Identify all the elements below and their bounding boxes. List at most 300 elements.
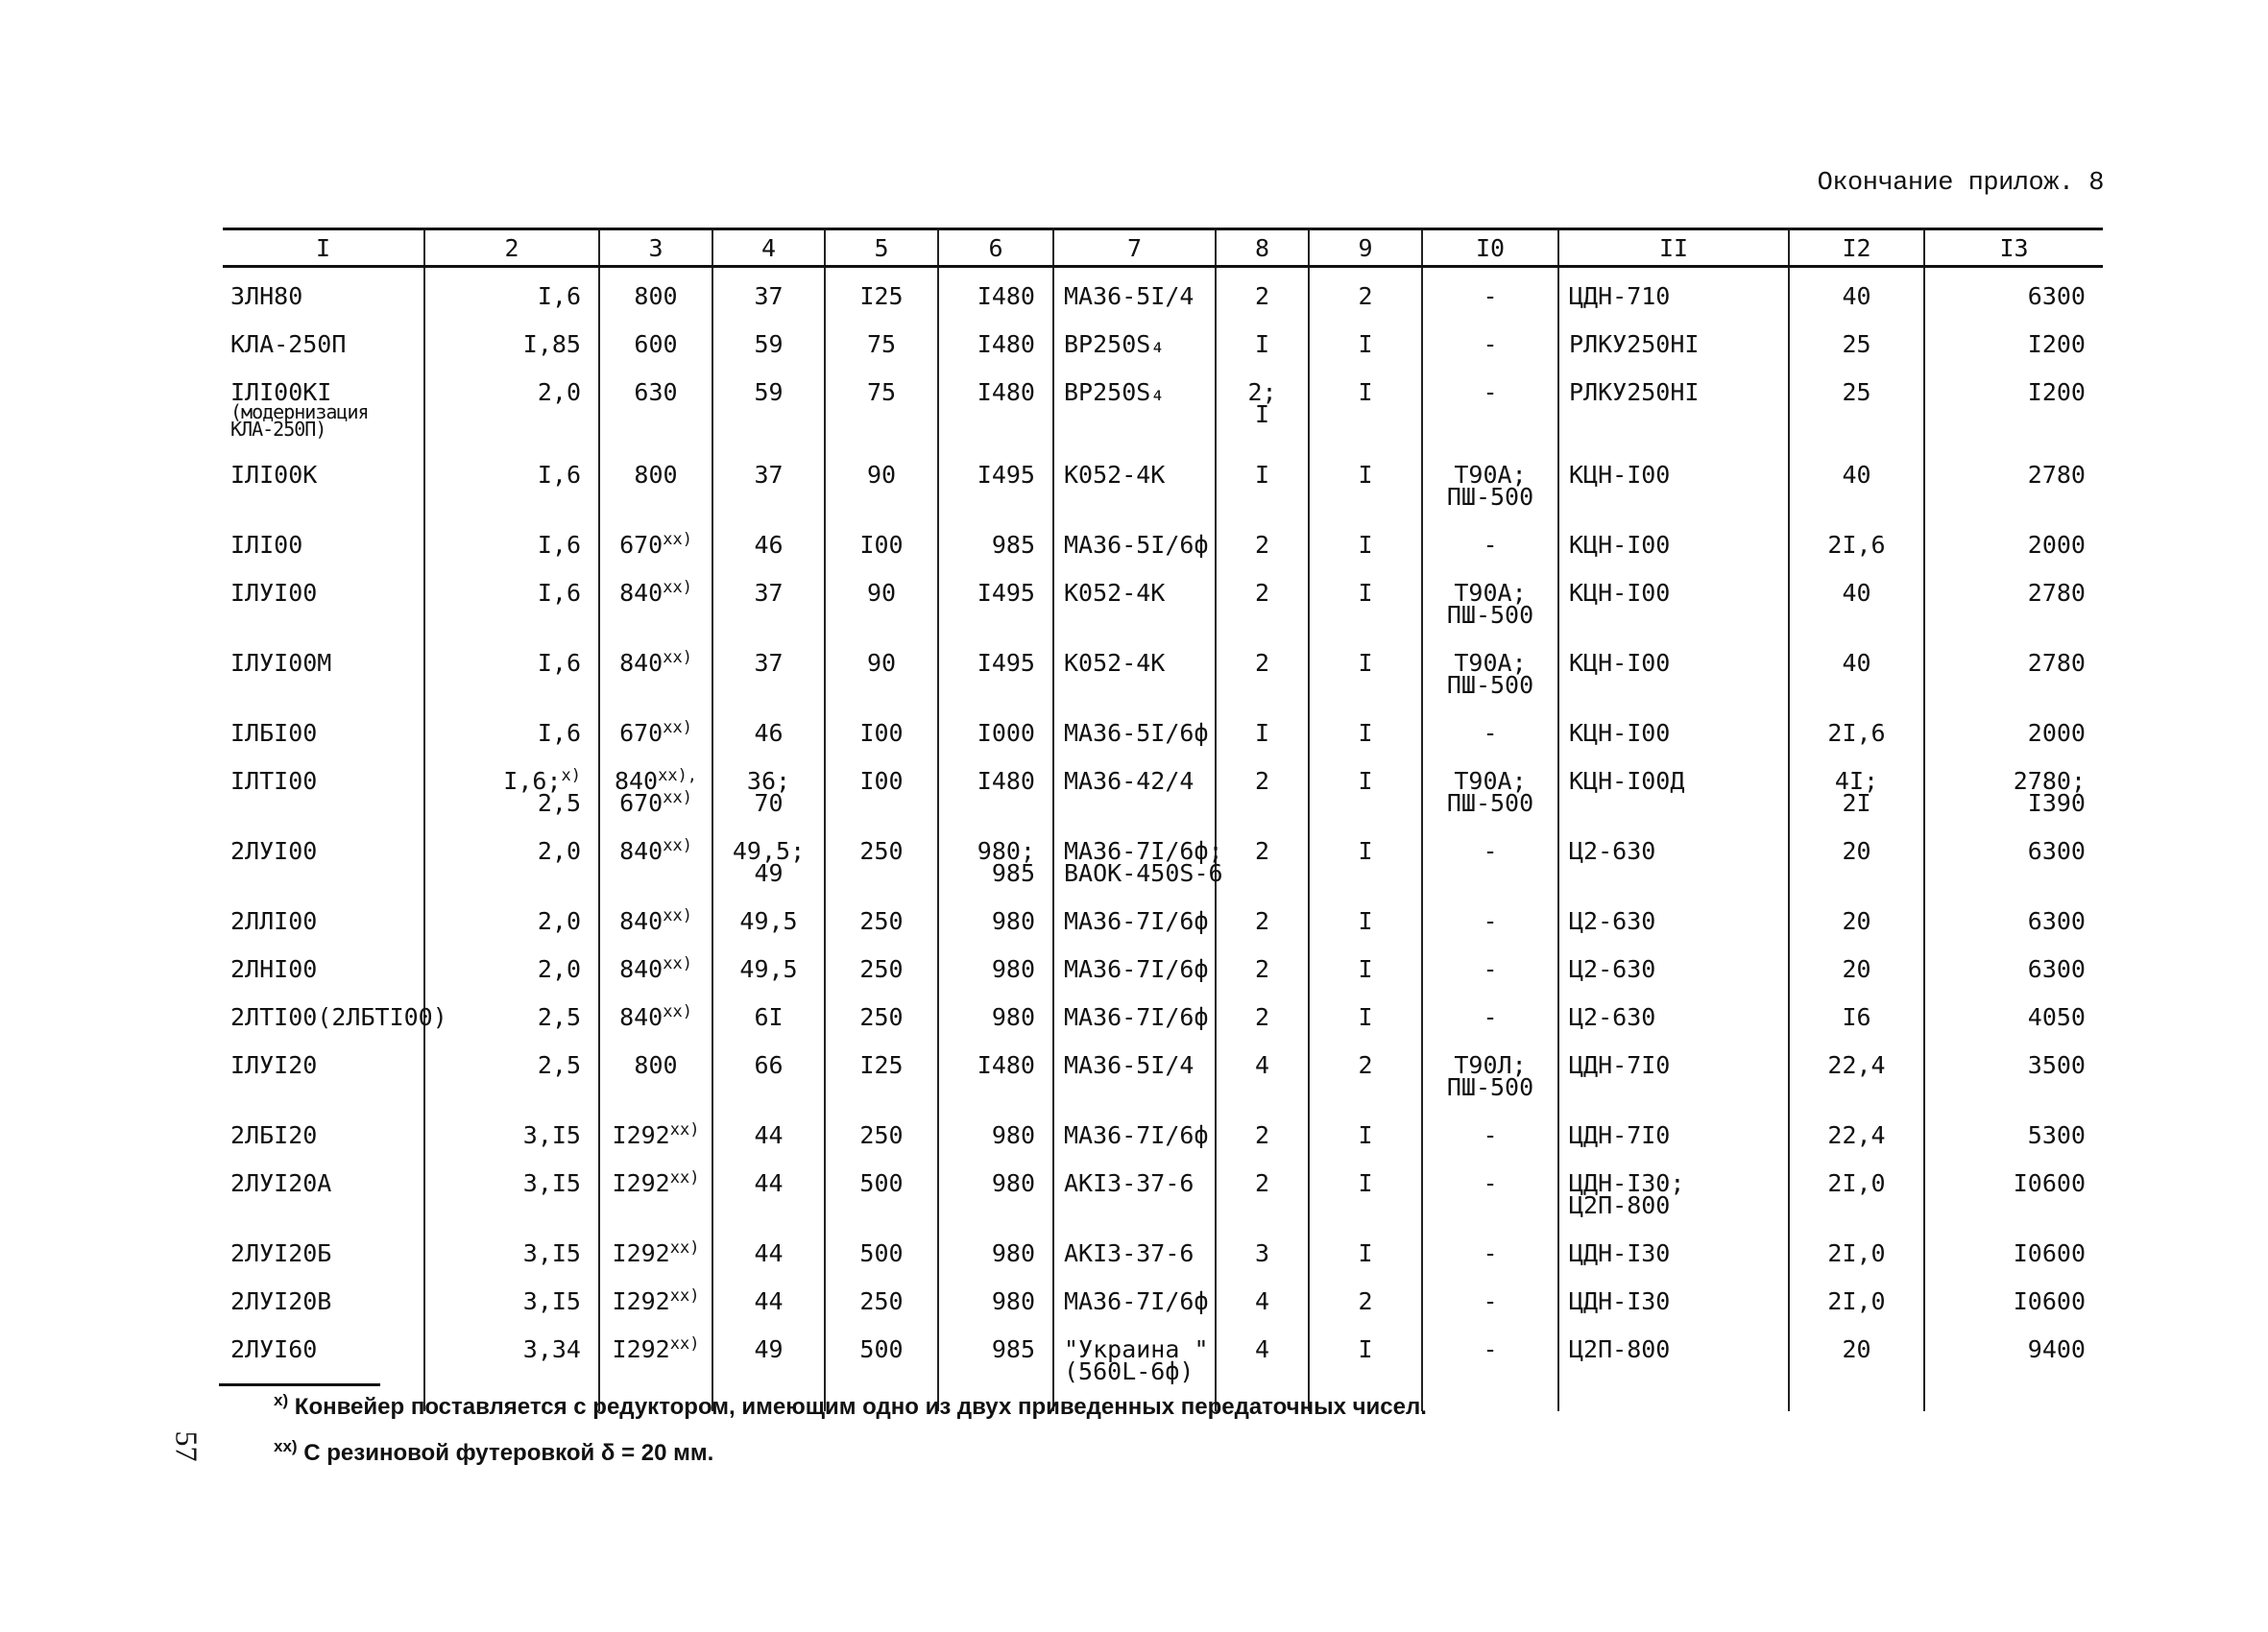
cell-line bbox=[1569, 1239, 1782, 1267]
cell-text: 840 bbox=[619, 837, 664, 865]
cell-text: 600 bbox=[634, 330, 678, 358]
cell-text: 2ЛУI00 bbox=[230, 837, 318, 865]
cell-text: 2I,6 bbox=[1827, 719, 1886, 747]
table-cell-col-2 bbox=[424, 893, 599, 941]
table-cell-col-9 bbox=[1309, 364, 1422, 446]
cell-line bbox=[606, 906, 706, 935]
cell-text: I200 bbox=[2027, 330, 2086, 358]
cell-text: 630 bbox=[634, 378, 678, 406]
cell-text: Т90Л; bbox=[1454, 1051, 1527, 1079]
footnote-ref-mark: x) bbox=[561, 766, 581, 785]
table-cell-col-9 bbox=[1309, 267, 1422, 317]
cell-line bbox=[431, 378, 581, 406]
cell-line bbox=[1315, 378, 1415, 406]
table-cell-col-7 bbox=[1053, 893, 1216, 941]
cell-line bbox=[1796, 1335, 1918, 1363]
cell-text: 2 bbox=[1254, 579, 1270, 607]
table-row bbox=[223, 1155, 2103, 1225]
table-cell-col-3 bbox=[599, 564, 712, 635]
cell-line bbox=[945, 907, 1035, 935]
cell-line bbox=[719, 859, 818, 887]
cell-line bbox=[1222, 461, 1302, 489]
cell-text: I,85 bbox=[522, 330, 581, 358]
table-cell-col-7 bbox=[1053, 316, 1216, 364]
cell-text: 840 bbox=[619, 907, 664, 935]
cell-line bbox=[1429, 1335, 1552, 1363]
cell-text: 25 bbox=[1842, 330, 1871, 358]
table-cell-col-2 bbox=[424, 705, 599, 753]
cell-text: 3,I5 bbox=[522, 1287, 581, 1315]
cell-line bbox=[1796, 461, 1918, 489]
cell-text: РЛКУ250НI bbox=[1569, 378, 1700, 406]
cell-text: 3 bbox=[1254, 1239, 1270, 1267]
table-cell-col-13 bbox=[1924, 823, 2103, 893]
table-row bbox=[223, 753, 2103, 823]
cell-text: 40 bbox=[1842, 461, 1871, 489]
cell-text: I495 bbox=[977, 649, 1035, 677]
cell-text: 2,5 bbox=[537, 1003, 581, 1031]
cell-text: - bbox=[1483, 282, 1498, 310]
footnote-separator bbox=[219, 1383, 380, 1386]
table-cell-col-11 bbox=[1558, 705, 1789, 753]
table-cell-col-6 bbox=[938, 364, 1053, 446]
cell-text: I bbox=[1254, 400, 1270, 428]
table-cell-col-11 bbox=[1558, 893, 1789, 941]
table-cell-col-4 bbox=[712, 635, 825, 705]
table-cell-col-6 bbox=[938, 823, 1053, 893]
cell-text: IЛБI00 bbox=[230, 719, 318, 747]
footnote-ref-mark: xx) bbox=[669, 1120, 700, 1140]
cell-text: I480 bbox=[977, 1051, 1035, 1079]
table-cell-col-7 bbox=[1053, 446, 1216, 516]
cell-text: 250 bbox=[859, 1287, 904, 1315]
cell-text: 980 bbox=[991, 1287, 1035, 1315]
cell-text: IЛУI20 bbox=[230, 1051, 318, 1079]
cell-line bbox=[1064, 378, 1209, 406]
cell-line bbox=[719, 330, 818, 358]
cell-line bbox=[1931, 282, 2086, 310]
cell-line bbox=[1064, 1121, 1209, 1149]
cell-line bbox=[1429, 601, 1552, 629]
table-cell-col-1 bbox=[223, 1273, 424, 1321]
cell-line bbox=[945, 282, 1035, 310]
table-cell-col-4 bbox=[712, 564, 825, 635]
cell-text: ЦДН-710 bbox=[1569, 282, 1671, 310]
cell-text: 3,34 bbox=[522, 1335, 581, 1363]
cell-line bbox=[230, 1121, 418, 1149]
cell-line bbox=[1796, 1239, 1918, 1267]
cell-line bbox=[431, 1121, 581, 1149]
cell-text: 59 bbox=[754, 330, 784, 358]
cell-text: 2,5 bbox=[537, 789, 581, 817]
cell-line bbox=[1429, 378, 1552, 406]
table-cell-col-3 bbox=[599, 1225, 712, 1273]
table-cell-col-2 bbox=[424, 267, 599, 317]
cell-text: 2ЛНI00 bbox=[230, 955, 318, 983]
table-cell-col-13 bbox=[1924, 1037, 2103, 1107]
cell-line bbox=[606, 1334, 706, 1363]
cell-line bbox=[1064, 719, 1209, 747]
footnote-1-text: Конвейер поставляется с редуктором, имеющим одно из двух приведенных передаточных чисел. bbox=[294, 1394, 1427, 1420]
table-cell-col-8 bbox=[1216, 516, 1309, 564]
cell-text: ВР250S₄ bbox=[1064, 330, 1166, 358]
cell-text: 840 bbox=[619, 579, 664, 607]
cell-line bbox=[945, 330, 1035, 358]
table-row bbox=[223, 1107, 2103, 1155]
cell-line bbox=[230, 531, 418, 559]
cell-text: 44 bbox=[754, 1121, 784, 1149]
cell-text: МА36-7I/6ф bbox=[1064, 1003, 1209, 1031]
table-cell-col-3 bbox=[599, 753, 712, 823]
table-cell-col-7 bbox=[1053, 267, 1216, 317]
cell-text: 980; bbox=[977, 837, 1035, 865]
cell-text: I6 bbox=[1842, 1003, 1871, 1031]
cell-line bbox=[945, 461, 1035, 489]
table-cell-col-7 bbox=[1053, 1107, 1216, 1155]
cell-text: - bbox=[1483, 330, 1498, 358]
table-cell-col-12 bbox=[1789, 564, 1924, 635]
cell-line bbox=[1796, 1169, 1918, 1197]
table-cell-col-3 bbox=[599, 267, 712, 317]
cell-line bbox=[1222, 1003, 1302, 1031]
cell-text: I390 bbox=[2027, 789, 2086, 817]
cell-text: 66 bbox=[754, 1051, 784, 1079]
cell-line bbox=[945, 649, 1035, 677]
cell-text: I bbox=[1358, 531, 1373, 559]
cell-text: 980 bbox=[991, 907, 1035, 935]
table-row bbox=[223, 705, 2103, 753]
cell-text: 2780 bbox=[2027, 579, 2086, 607]
cell-text: 49,5 bbox=[739, 907, 798, 935]
table-cell-col-13 bbox=[1924, 753, 2103, 823]
cell-text: (560L-6ф) bbox=[1064, 1357, 1194, 1385]
cell-text: 2ЛЛI00 bbox=[230, 907, 318, 935]
cell-line bbox=[1315, 461, 1415, 489]
cell-line bbox=[1064, 649, 1209, 677]
cell-text: 2ЛУI60 bbox=[230, 1335, 318, 1363]
cell-line bbox=[606, 1238, 706, 1267]
cell-line bbox=[606, 954, 706, 983]
cell-line bbox=[1931, 1335, 2086, 1363]
cell-text: АКI3-37-6 bbox=[1064, 1239, 1194, 1267]
cell-text: 980 bbox=[991, 955, 1035, 983]
table-cell-col-2 bbox=[424, 823, 599, 893]
cell-line bbox=[1569, 837, 1782, 865]
cell-text: ЦДН-I30; bbox=[1569, 1169, 1685, 1197]
cell-text: 500 bbox=[859, 1169, 904, 1197]
table-cell-col-6 bbox=[938, 1273, 1053, 1321]
cell-text: 6I bbox=[754, 1003, 784, 1031]
table-cell-col-2 bbox=[424, 1155, 599, 1225]
footnote-ref-mark: xx) bbox=[669, 1238, 700, 1258]
cell-line bbox=[1796, 955, 1918, 983]
table-cell-col-10 bbox=[1422, 1321, 1558, 1411]
table-cell-col-10 bbox=[1422, 516, 1558, 564]
table-row bbox=[223, 1037, 2103, 1107]
table-cell-col-1 bbox=[223, 364, 424, 446]
cell-text: ПШ-500 bbox=[1446, 671, 1534, 699]
cell-text: 4050 bbox=[2027, 1003, 2086, 1031]
cell-text: 2I,6 bbox=[1827, 531, 1886, 559]
cell-line bbox=[1222, 907, 1302, 935]
cell-line bbox=[1931, 531, 2086, 559]
cell-line bbox=[1315, 955, 1415, 983]
cell-line bbox=[606, 1002, 706, 1031]
table-cell-col-5 bbox=[825, 635, 938, 705]
table-cell-col-13 bbox=[1924, 1107, 2103, 1155]
table-cell-col-11 bbox=[1558, 1225, 1789, 1273]
table-cell-col-6 bbox=[938, 1037, 1053, 1107]
cell-text: 4 bbox=[1254, 1287, 1270, 1315]
cell-text: 5300 bbox=[2027, 1121, 2086, 1149]
table-cell-col-4 bbox=[712, 364, 825, 446]
cell-text: - bbox=[1483, 719, 1498, 747]
cell-line bbox=[1429, 955, 1552, 983]
cell-text: 44 bbox=[754, 1169, 784, 1197]
cell-line bbox=[1796, 907, 1918, 935]
cell-text: 2000 bbox=[2027, 531, 2086, 559]
table-cell-col-10 bbox=[1422, 753, 1558, 823]
cell-line bbox=[719, 1335, 818, 1363]
column-header: 7 bbox=[1053, 229, 1216, 267]
table-cell-col-3 bbox=[599, 1273, 712, 1321]
table-cell-col-10 bbox=[1422, 989, 1558, 1037]
table-cell-col-12 bbox=[1789, 941, 1924, 989]
table-cell-col-3 bbox=[599, 516, 712, 564]
cell-text: I292 bbox=[612, 1335, 670, 1363]
footnote-ref-mark: xx) bbox=[669, 1168, 700, 1188]
cell-text: 3ЛН80 bbox=[230, 282, 303, 310]
cell-line bbox=[230, 1287, 418, 1315]
table-cell-col-3 bbox=[599, 823, 712, 893]
table-cell-col-5 bbox=[825, 516, 938, 564]
cell-line bbox=[1222, 1121, 1302, 1149]
cell-text: - bbox=[1483, 907, 1498, 935]
table-cell-col-3 bbox=[599, 893, 712, 941]
table-cell-col-8 bbox=[1216, 1155, 1309, 1225]
cell-text: 2780 bbox=[2027, 461, 2086, 489]
table-cell-col-12 bbox=[1789, 705, 1924, 753]
table-cell-col-9 bbox=[1309, 823, 1422, 893]
table-cell-col-1 bbox=[223, 1107, 424, 1155]
cell-text: Ц2-630 bbox=[1569, 955, 1656, 983]
cell-text: 2 bbox=[1358, 1287, 1373, 1315]
table-cell-col-10 bbox=[1422, 893, 1558, 941]
table-cell-col-4 bbox=[712, 705, 825, 753]
cell-line bbox=[1429, 282, 1552, 310]
table-cell-col-9 bbox=[1309, 1273, 1422, 1321]
cell-line bbox=[832, 461, 931, 489]
cell-text: ВР250S₄ bbox=[1064, 378, 1166, 406]
cell-text: I bbox=[1358, 461, 1373, 489]
cell-line bbox=[230, 1003, 447, 1031]
cell-text: 2 bbox=[1254, 1121, 1270, 1149]
cell-text: 250 bbox=[859, 837, 904, 865]
cell-text: 4I; bbox=[1834, 767, 1879, 795]
column-header: I0 bbox=[1422, 229, 1558, 267]
cell-line bbox=[606, 1168, 706, 1197]
table-cell-col-10 bbox=[1422, 941, 1558, 989]
table-cell-col-11 bbox=[1558, 516, 1789, 564]
cell-line bbox=[719, 719, 818, 747]
cell-line bbox=[832, 282, 931, 310]
cell-line bbox=[832, 1239, 931, 1267]
cell-text: I292 bbox=[612, 1287, 670, 1315]
table-cell-col-4 bbox=[712, 823, 825, 893]
column-header: 3 bbox=[599, 229, 712, 267]
cell-line bbox=[832, 330, 931, 358]
cell-text: АКI3-37-6 bbox=[1064, 1169, 1194, 1197]
cell-line bbox=[606, 282, 706, 310]
cell-line bbox=[431, 719, 581, 747]
cell-text: 500 bbox=[859, 1335, 904, 1363]
cell-text: 2,0 bbox=[537, 907, 581, 935]
cell-line bbox=[1931, 907, 2086, 935]
table-cell-col-2 bbox=[424, 1273, 599, 1321]
table-row bbox=[223, 364, 2103, 446]
cell-line bbox=[230, 579, 418, 607]
footnote-ref-mark: xx) bbox=[663, 578, 692, 597]
cell-line bbox=[1569, 531, 1782, 559]
cell-text: 2 bbox=[1254, 1003, 1270, 1031]
table-cell-col-8 bbox=[1216, 893, 1309, 941]
footnote-1-mark: x) bbox=[274, 1391, 289, 1409]
cell-text: 2000 bbox=[2027, 719, 2086, 747]
cell-text: 90 bbox=[866, 649, 897, 677]
cell-text: 670 bbox=[619, 531, 664, 559]
table-cell-col-5 bbox=[825, 1107, 938, 1155]
cell-text: I0600 bbox=[2013, 1239, 2086, 1267]
table-cell-col-9 bbox=[1309, 1037, 1422, 1107]
cell-text: 2ЛТI00(2ЛБТI00) bbox=[230, 1003, 447, 1031]
cell-text: 46 bbox=[754, 719, 784, 747]
table-cell-col-11 bbox=[1558, 941, 1789, 989]
table-cell-col-9 bbox=[1309, 446, 1422, 516]
table-cell-col-6 bbox=[938, 941, 1053, 989]
cell-text: Ц2П-800 bbox=[1569, 1191, 1671, 1219]
cell-text: 2780 bbox=[2027, 649, 2086, 677]
cell-text: 37 bbox=[754, 579, 784, 607]
cell-line bbox=[1315, 531, 1415, 559]
table-cell-col-11 bbox=[1558, 316, 1789, 364]
cell-line bbox=[1064, 955, 1209, 983]
table-row bbox=[223, 1273, 2103, 1321]
table-cell-col-2 bbox=[424, 1037, 599, 1107]
table-cell-col-13 bbox=[1924, 635, 2103, 705]
cell-line bbox=[1222, 282, 1302, 310]
table-cell-col-10 bbox=[1422, 564, 1558, 635]
cell-line bbox=[1315, 579, 1415, 607]
cell-text: 670 bbox=[619, 789, 664, 817]
cell-text: 2,5 bbox=[537, 1051, 581, 1079]
table-cell-col-7 bbox=[1053, 989, 1216, 1037]
cell-text: I bbox=[1358, 1335, 1373, 1363]
cell-line bbox=[1315, 1335, 1415, 1363]
cell-text: I bbox=[1358, 907, 1373, 935]
cell-line bbox=[1569, 907, 1782, 935]
table-cell-col-6 bbox=[938, 516, 1053, 564]
cell-text: 2 bbox=[1254, 531, 1270, 559]
cell-line bbox=[230, 1169, 418, 1197]
table-cell-col-10 bbox=[1422, 823, 1558, 893]
cell-text: 250 bbox=[859, 1003, 904, 1031]
cell-line bbox=[945, 1335, 1035, 1363]
cell-line bbox=[1569, 767, 1782, 795]
table-cell-col-3 bbox=[599, 316, 712, 364]
cell-text: 6300 bbox=[2027, 282, 2086, 310]
cell-line bbox=[832, 907, 931, 935]
cell-line bbox=[606, 648, 706, 677]
cell-text: Ц2П-800 bbox=[1569, 1335, 1671, 1363]
cell-text: - bbox=[1483, 1121, 1498, 1149]
table-cell-col-4 bbox=[712, 446, 825, 516]
table-cell-col-11 bbox=[1558, 564, 1789, 635]
cell-line bbox=[1931, 1003, 2086, 1031]
table-cell-col-5 bbox=[825, 364, 938, 446]
cell-text: I480 bbox=[977, 767, 1035, 795]
cell-line bbox=[431, 461, 581, 489]
cell-text: 250 bbox=[859, 907, 904, 935]
cell-text: 2I bbox=[1842, 789, 1871, 817]
cell-line bbox=[1569, 1287, 1782, 1315]
cell-text: 49 bbox=[754, 859, 784, 887]
table-cell-col-12 bbox=[1789, 1155, 1924, 1225]
table-row bbox=[223, 267, 2103, 317]
cell-text: 6300 bbox=[2027, 955, 2086, 983]
cell-line bbox=[1569, 1121, 1782, 1149]
cell-line bbox=[1064, 907, 1209, 935]
cell-text: - bbox=[1483, 1003, 1498, 1031]
table-cell-col-3 bbox=[599, 446, 712, 516]
cell-text: МА36-7I/6ф; bbox=[1064, 837, 1223, 865]
cell-line bbox=[1931, 837, 2086, 865]
cell-text: МА36-5I/4 bbox=[1064, 1051, 1194, 1079]
cell-line bbox=[1569, 1335, 1782, 1363]
cell-line bbox=[1429, 907, 1552, 935]
cell-line bbox=[945, 1051, 1035, 1079]
footnote-ref-mark: xx) bbox=[663, 530, 692, 549]
table-cell-col-6 bbox=[938, 635, 1053, 705]
page-heading: Окончание прилож. 8 bbox=[1817, 169, 2104, 198]
cell-text: 40 bbox=[1842, 649, 1871, 677]
cell-line bbox=[832, 767, 931, 795]
cell-line bbox=[230, 330, 418, 358]
cell-text: 20 bbox=[1842, 907, 1871, 935]
table-cell-col-11 bbox=[1558, 446, 1789, 516]
table-cell-col-4 bbox=[712, 989, 825, 1037]
column-header: 4 bbox=[712, 229, 825, 267]
table-cell-col-4 bbox=[712, 1107, 825, 1155]
cell-line bbox=[1931, 461, 2086, 489]
footnote-ref-mark: xx) bbox=[663, 648, 692, 667]
cell-line bbox=[1569, 282, 1782, 310]
table-cell-col-1 bbox=[223, 823, 424, 893]
table-cell-col-13 bbox=[1924, 989, 2103, 1037]
cell-line bbox=[230, 1335, 418, 1363]
cell-line bbox=[1222, 1335, 1302, 1363]
cell-text: I bbox=[1358, 1239, 1373, 1267]
cell-line bbox=[1222, 649, 1302, 677]
cell-text: I bbox=[1254, 719, 1270, 747]
cell-text: 2,0 bbox=[537, 955, 581, 983]
column-header: I3 bbox=[1924, 229, 2103, 267]
cell-line bbox=[1796, 1121, 1918, 1149]
cell-line bbox=[230, 837, 418, 865]
cell-line bbox=[945, 719, 1035, 747]
table-cell-col-4 bbox=[712, 893, 825, 941]
table-cell-col-13 bbox=[1924, 267, 2103, 317]
cell-text: I bbox=[1358, 1121, 1373, 1149]
